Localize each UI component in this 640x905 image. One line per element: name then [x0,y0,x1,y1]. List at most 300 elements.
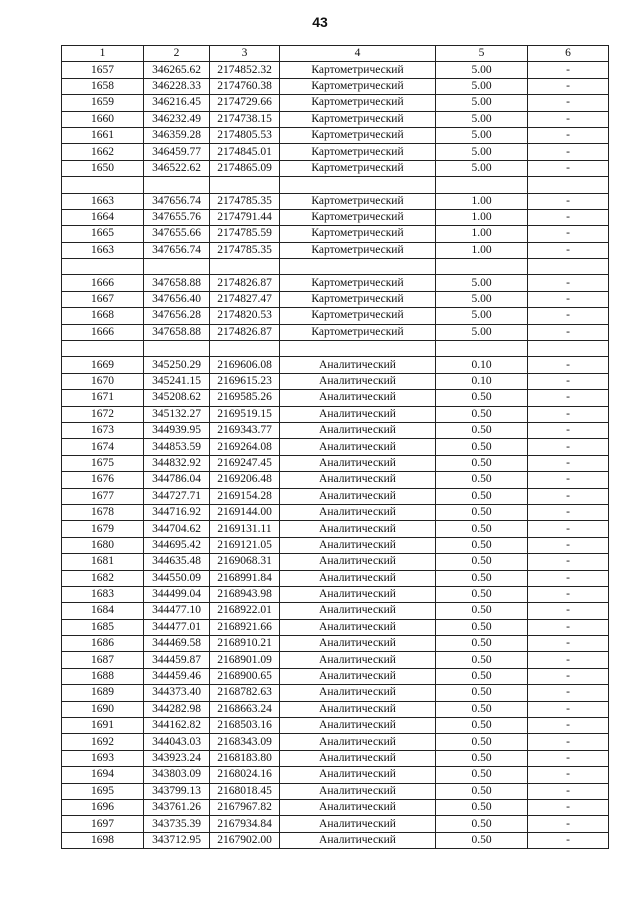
point-number-cell: 1667 [62,291,144,307]
accuracy-cell: 0.50 [436,718,528,734]
y-coordinate-cell [210,341,280,357]
accuracy-cell: 5.00 [436,62,528,78]
note-cell: - [528,734,609,750]
y-coordinate-cell: 2168503.16 [210,718,280,734]
point-number-cell: 1678 [62,504,144,520]
table-row [62,488,609,504]
table-row [62,357,609,373]
x-coordinate-cell [144,259,210,275]
note-cell: - [528,357,609,373]
method-cell: Аналитический [280,406,436,422]
y-coordinate-cell: 2168991.84 [210,570,280,586]
table-row [62,504,609,520]
method-cell: Аналитический [280,750,436,766]
point-number-cell: 1683 [62,586,144,602]
table-row [62,259,609,275]
point-number-cell: 1660 [62,111,144,127]
method-cell: Картометрический [280,242,436,258]
point-number-cell: 1673 [62,422,144,438]
point-number-cell: 1697 [62,816,144,832]
point-number-cell: 1663 [62,193,144,209]
table-row [62,816,609,832]
note-cell [528,177,609,193]
method-cell: Аналитический [280,357,436,373]
x-coordinate-cell: 344853.59 [144,439,210,455]
page-number: 43 [312,14,328,30]
point-number-cell: 1663 [62,242,144,258]
x-coordinate-cell: 343799.13 [144,783,210,799]
x-coordinate-cell: 347655.66 [144,226,210,242]
method-cell: Аналитический [280,685,436,701]
y-coordinate-cell: 2169606.08 [210,357,280,373]
y-coordinate-cell: 2168921.66 [210,619,280,635]
note-cell: - [528,636,609,652]
point-number-cell: 1675 [62,455,144,471]
method-cell: Аналитический [280,816,436,832]
table-row [62,275,609,291]
point-number-cell: 1687 [62,652,144,668]
method-cell: Аналитический [280,799,436,815]
accuracy-cell: 1.00 [436,226,528,242]
method-cell: Аналитический [280,636,436,652]
table-row [62,537,609,553]
table-row [62,832,609,848]
coordinates-table [61,45,609,849]
method-cell: Картометрический [280,324,436,340]
method-cell: Аналитический [280,472,436,488]
note-cell: - [528,193,609,209]
method-cell: Аналитический [280,668,436,684]
x-coordinate-cell: 344162.82 [144,718,210,734]
point-number-cell: 1674 [62,439,144,455]
table-row [62,701,609,717]
table-row [62,636,609,652]
x-coordinate-cell: 343803.09 [144,767,210,783]
x-coordinate-cell: 344635.48 [144,554,210,570]
note-cell: - [528,160,609,176]
note-cell: - [528,439,609,455]
y-coordinate-cell: 2174845.01 [210,144,280,160]
x-coordinate-cell: 345132.27 [144,406,210,422]
note-cell: - [528,209,609,225]
y-coordinate-cell: 2169154.28 [210,488,280,504]
method-cell: Аналитический [280,586,436,602]
y-coordinate-cell: 2174785.59 [210,226,280,242]
point-number-cell: 1681 [62,554,144,570]
table-row [62,554,609,570]
note-cell: - [528,799,609,815]
method-cell: Аналитический [280,390,436,406]
column-header: 4 [280,46,436,62]
method-cell: Аналитический [280,439,436,455]
note-cell: - [528,275,609,291]
x-coordinate-cell: 347658.88 [144,275,210,291]
method-cell: Аналитический [280,619,436,635]
note-cell: - [528,504,609,520]
point-number-cell: 1669 [62,357,144,373]
column-header: 1 [62,46,144,62]
method-cell: Аналитический [280,767,436,783]
y-coordinate-cell: 2174827.47 [210,291,280,307]
table-row [62,521,609,537]
point-number-cell: 1690 [62,701,144,717]
note-cell: - [528,685,609,701]
method-cell: Картометрический [280,308,436,324]
y-coordinate-cell: 2168024.16 [210,767,280,783]
method-cell [280,259,436,275]
y-coordinate-cell: 2167967.82 [210,799,280,815]
x-coordinate-cell: 346232.49 [144,111,210,127]
x-coordinate-cell: 347658.88 [144,324,210,340]
y-coordinate-cell [210,177,280,193]
x-coordinate-cell: 344727.71 [144,488,210,504]
method-cell: Картометрический [280,193,436,209]
table-row [62,242,609,258]
x-coordinate-cell: 345250.29 [144,357,210,373]
column-header: 2 [144,46,210,62]
table-row [62,586,609,602]
note-cell: - [528,78,609,94]
accuracy-cell: 5.00 [436,95,528,111]
table-row [62,652,609,668]
x-coordinate-cell: 344832.92 [144,455,210,471]
table-row [62,226,609,242]
point-number-cell: 1688 [62,668,144,684]
x-coordinate-cell: 347655.76 [144,209,210,225]
x-coordinate-cell: 344786.04 [144,472,210,488]
accuracy-cell: 5.00 [436,291,528,307]
y-coordinate-cell: 2174760.38 [210,78,280,94]
method-cell: Аналитический [280,783,436,799]
x-coordinate-cell: 344043.03 [144,734,210,750]
x-coordinate-cell: 344704.62 [144,521,210,537]
y-coordinate-cell: 2169247.45 [210,455,280,471]
note-cell: - [528,226,609,242]
x-coordinate-cell: 344373.40 [144,685,210,701]
accuracy-cell: 0.50 [436,504,528,520]
note-cell: - [528,767,609,783]
accuracy-cell: 0.50 [436,455,528,471]
accuracy-cell: 0.50 [436,734,528,750]
method-cell: Картометрический [280,95,436,111]
point-number-cell: 1662 [62,144,144,160]
note-cell: - [528,308,609,324]
note-cell: - [528,619,609,635]
accuracy-cell: 0.50 [436,668,528,684]
accuracy-cell: 5.00 [436,78,528,94]
y-coordinate-cell: 2174785.35 [210,193,280,209]
method-cell: Картометрический [280,291,436,307]
method-cell: Аналитический [280,422,436,438]
note-cell: - [528,455,609,471]
point-number-cell [62,341,144,357]
y-coordinate-cell: 2169343.77 [210,422,280,438]
y-coordinate-cell: 2174852.32 [210,62,280,78]
point-number-cell: 1672 [62,406,144,422]
x-coordinate-cell: 347656.74 [144,242,210,258]
x-coordinate-cell: 343712.95 [144,832,210,848]
point-number-cell: 1682 [62,570,144,586]
method-cell: Аналитический [280,504,436,520]
header-row [62,46,609,62]
table-row [62,209,609,225]
y-coordinate-cell: 2168901.09 [210,652,280,668]
note-cell: - [528,95,609,111]
x-coordinate-cell: 347656.28 [144,308,210,324]
point-number-cell: 1676 [62,472,144,488]
note-cell: - [528,570,609,586]
method-cell: Аналитический [280,701,436,717]
point-number-cell: 1694 [62,767,144,783]
x-coordinate-cell: 343923.24 [144,750,210,766]
y-coordinate-cell: 2168018.45 [210,783,280,799]
table-row [62,373,609,389]
point-number-cell: 1658 [62,78,144,94]
point-number-cell: 1692 [62,734,144,750]
accuracy-cell: 0.10 [436,357,528,373]
accuracy-cell: 0.50 [436,701,528,717]
y-coordinate-cell [210,259,280,275]
note-cell: - [528,111,609,127]
accuracy-cell: 0.50 [436,406,528,422]
y-coordinate-cell: 2168922.01 [210,603,280,619]
table-row [62,127,609,143]
point-number-cell: 1668 [62,308,144,324]
y-coordinate-cell: 2174826.87 [210,324,280,340]
accuracy-cell: 5.00 [436,275,528,291]
point-number-cell: 1696 [62,799,144,815]
note-cell: - [528,144,609,160]
method-cell [280,177,436,193]
note-cell [528,259,609,275]
accuracy-cell: 0.50 [436,619,528,635]
note-cell: - [528,62,609,78]
accuracy-cell: 5.00 [436,111,528,127]
table-row [62,734,609,750]
x-coordinate-cell: 345208.62 [144,390,210,406]
table-row [62,750,609,766]
y-coordinate-cell: 2169068.31 [210,554,280,570]
x-coordinate-cell: 344550.09 [144,570,210,586]
point-number-cell: 1679 [62,521,144,537]
method-cell: Картометрический [280,62,436,78]
table-row [62,406,609,422]
accuracy-cell: 0.50 [436,832,528,848]
note-cell: - [528,668,609,684]
y-coordinate-cell: 2168900.65 [210,668,280,684]
table-row [62,308,609,324]
y-coordinate-cell: 2174805.53 [210,127,280,143]
point-number-cell: 1677 [62,488,144,504]
x-coordinate-cell: 347656.74 [144,193,210,209]
x-coordinate-cell: 344477.01 [144,619,210,635]
method-cell: Картометрический [280,226,436,242]
method-cell: Аналитический [280,455,436,471]
x-coordinate-cell: 346522.62 [144,160,210,176]
table-row [62,78,609,94]
note-cell: - [528,832,609,848]
accuracy-cell: 0.50 [436,750,528,766]
method-cell: Аналитический [280,554,436,570]
y-coordinate-cell: 2168343.09 [210,734,280,750]
note-cell: - [528,406,609,422]
note-cell: - [528,373,609,389]
accuracy-cell: 0.50 [436,554,528,570]
point-number-cell: 1671 [62,390,144,406]
accuracy-cell: 5.00 [436,160,528,176]
note-cell: - [528,422,609,438]
y-coordinate-cell: 2169144.00 [210,504,280,520]
point-number-cell: 1695 [62,783,144,799]
point-number-cell: 1664 [62,209,144,225]
table-row [62,767,609,783]
point-number-cell [62,177,144,193]
table-row [62,455,609,471]
note-cell: - [528,554,609,570]
x-coordinate-cell: 344469.58 [144,636,210,652]
y-coordinate-cell: 2174738.15 [210,111,280,127]
accuracy-cell: 0.50 [436,603,528,619]
accuracy-cell: 5.00 [436,308,528,324]
x-coordinate-cell: 344459.46 [144,668,210,684]
y-coordinate-cell: 2169131.11 [210,521,280,537]
method-cell: Картометрический [280,127,436,143]
accuracy-cell: 0.50 [436,390,528,406]
note-cell: - [528,603,609,619]
y-coordinate-cell: 2174729.66 [210,95,280,111]
method-cell: Аналитический [280,718,436,734]
point-number-cell: 1659 [62,95,144,111]
note-cell: - [528,521,609,537]
x-coordinate-cell: 344459.87 [144,652,210,668]
point-number-cell: 1698 [62,832,144,848]
table-row [62,95,609,111]
table-row [62,390,609,406]
note-cell: - [528,652,609,668]
y-coordinate-cell: 2169121.05 [210,537,280,553]
accuracy-cell: 0.10 [436,373,528,389]
accuracy-cell: 5.00 [436,324,528,340]
accuracy-cell: 0.50 [436,799,528,815]
x-coordinate-cell: 346265.62 [144,62,210,78]
point-number-cell: 1665 [62,226,144,242]
note-cell: - [528,750,609,766]
column-header: 5 [436,46,528,62]
x-coordinate-cell: 343761.26 [144,799,210,815]
y-coordinate-cell: 2167934.84 [210,816,280,832]
point-number-cell: 1666 [62,275,144,291]
y-coordinate-cell: 2169264.08 [210,439,280,455]
method-cell: Картометрический [280,78,436,94]
note-cell: - [528,783,609,799]
table-row [62,619,609,635]
accuracy-cell [436,341,528,357]
y-coordinate-cell: 2169585.26 [210,390,280,406]
method-cell: Аналитический [280,832,436,848]
x-coordinate-cell: 346216.45 [144,95,210,111]
accuracy-cell: 0.50 [436,636,528,652]
table-row [62,144,609,160]
point-number-cell: 1666 [62,324,144,340]
y-coordinate-cell: 2168782.63 [210,685,280,701]
note-cell: - [528,816,609,832]
y-coordinate-cell: 2169615.23 [210,373,280,389]
method-cell: Аналитический [280,734,436,750]
note-cell: - [528,324,609,340]
y-coordinate-cell: 2174820.53 [210,308,280,324]
note-cell: - [528,586,609,602]
accuracy-cell: 0.50 [436,472,528,488]
point-number-cell: 1670 [62,373,144,389]
accuracy-cell: 0.50 [436,439,528,455]
table-row [62,341,609,357]
method-cell: Картометрический [280,209,436,225]
accuracy-cell: 0.50 [436,570,528,586]
point-number-cell: 1657 [62,62,144,78]
table-row [62,193,609,209]
table-row [62,685,609,701]
table-row [62,177,609,193]
accuracy-cell: 0.50 [436,488,528,504]
note-cell: - [528,718,609,734]
method-cell [280,341,436,357]
note-cell: - [528,701,609,717]
note-cell: - [528,537,609,553]
table-row [62,62,609,78]
point-number-cell [62,259,144,275]
table-row [62,603,609,619]
accuracy-cell: 0.50 [436,816,528,832]
table-row [62,718,609,734]
x-coordinate-cell: 346359.28 [144,127,210,143]
table-row [62,472,609,488]
y-coordinate-cell: 2169519.15 [210,406,280,422]
note-cell: - [528,472,609,488]
x-coordinate-cell [144,177,210,193]
accuracy-cell: 0.50 [436,586,528,602]
y-coordinate-cell: 2174826.87 [210,275,280,291]
y-coordinate-cell: 2169206.48 [210,472,280,488]
method-cell: Аналитический [280,570,436,586]
table-row [62,570,609,586]
x-coordinate-cell [144,341,210,357]
method-cell: Аналитический [280,537,436,553]
y-coordinate-cell: 2168183.80 [210,750,280,766]
x-coordinate-cell: 344695.42 [144,537,210,553]
y-coordinate-cell: 2167902.00 [210,832,280,848]
method-cell: Аналитический [280,603,436,619]
table-row [62,111,609,127]
point-number-cell: 1680 [62,537,144,553]
point-number-cell: 1691 [62,718,144,734]
note-cell: - [528,390,609,406]
point-number-cell: 1689 [62,685,144,701]
accuracy-cell: 1.00 [436,209,528,225]
method-cell: Картометрический [280,111,436,127]
x-coordinate-cell: 346459.77 [144,144,210,160]
y-coordinate-cell: 2174865.09 [210,160,280,176]
accuracy-cell: 5.00 [436,144,528,160]
accuracy-cell: 0.50 [436,422,528,438]
note-cell: - [528,127,609,143]
accuracy-cell [436,259,528,275]
table-body [62,62,609,849]
column-header: 3 [210,46,280,62]
point-number-cell: 1685 [62,619,144,635]
accuracy-cell: 0.50 [436,783,528,799]
accuracy-cell: 0.50 [436,537,528,553]
y-coordinate-cell: 2174785.35 [210,242,280,258]
